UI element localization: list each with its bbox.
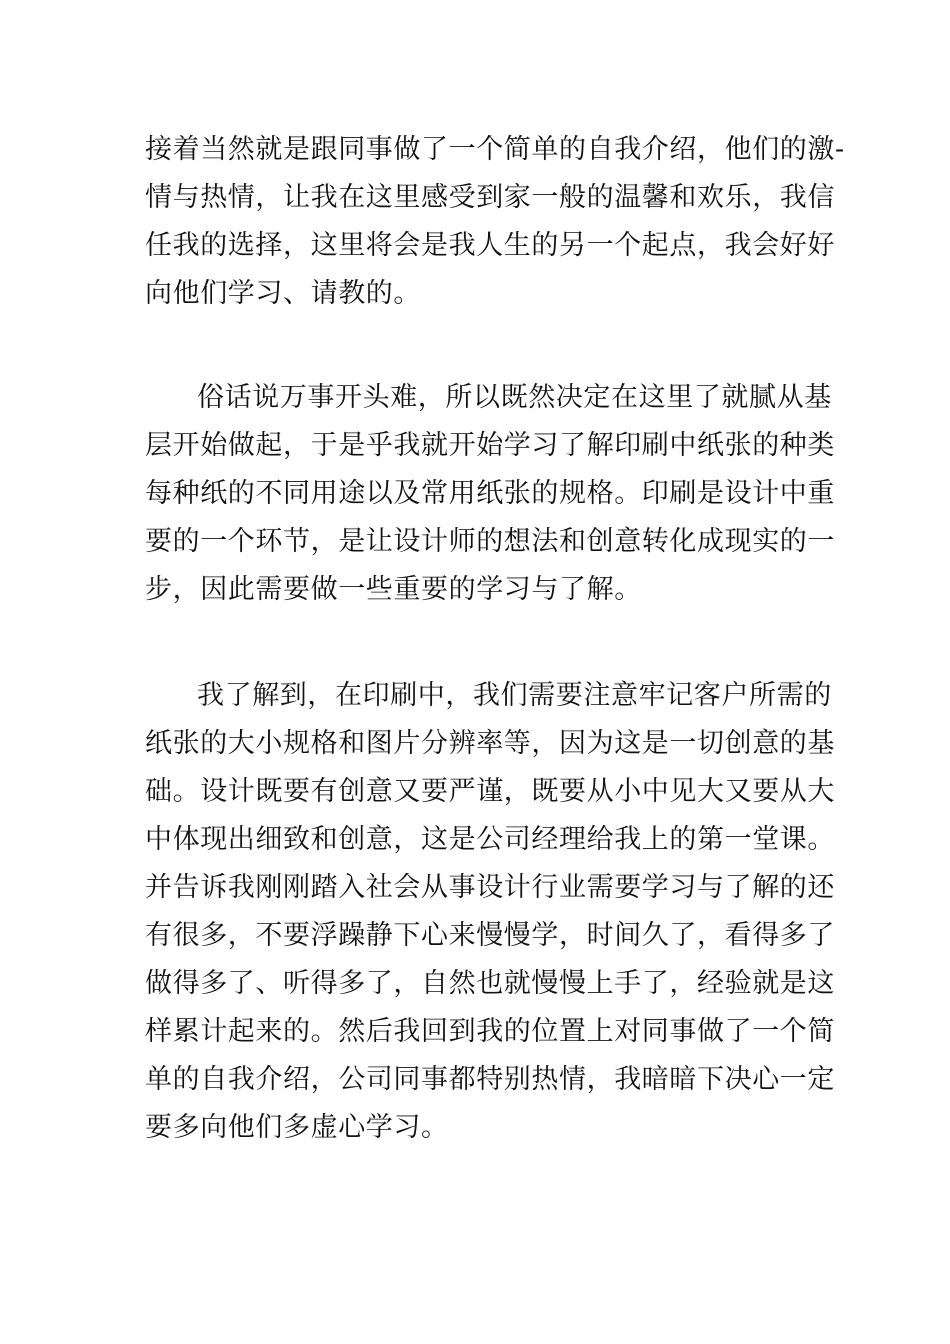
text-line: 向他们学习、请教的。	[145, 278, 421, 309]
text-line: 要多向他们多虚心学习。	[145, 1112, 449, 1143]
text-line: 做得多了、听得多了，自然也就慢慢上手了，经验就是这	[145, 968, 835, 999]
text-line: 础。设计既要有创意又要严谨，既要从小中见大又要从大	[145, 776, 835, 807]
text-line: 纸张的大小规格和图片分辨率等，因为这是一切创意的基	[145, 728, 835, 759]
text-line: 情与热情，让我在这里感受到家一般的温馨和欢乐，我信	[145, 182, 835, 213]
text-line: 单的自我介绍，公司同事都特别热情，我暗暗下决心一定	[145, 1064, 835, 1095]
text-line: 有很多，不要浮躁静下心来慢慢学，时间久了，看得多了	[145, 920, 835, 951]
text-line: 接着当然就是跟同事做了一个简单的自我介绍，他们的激-	[145, 134, 845, 165]
text-line: 中体现出细致和创意，这是公司经理给我上的第一堂课。	[145, 824, 835, 855]
text-line: 要的一个环节，是让设计师的想法和创意转化成现实的一	[145, 526, 835, 557]
text-line: 我了解到，在印刷中，我们需要注意牢记客户所需的	[197, 680, 832, 711]
text-line: 样累计起来的。然后我回到我的位置上对同事做了一个简	[145, 1016, 835, 1047]
text-line: 任我的选择，这里将会是我人生的另一个起点，我会好好	[145, 230, 835, 261]
text-line: 层开始做起，于是乎我就开始学习了解印刷中纸张的种类	[145, 430, 835, 461]
text-line: 步，因此需要做一些重要的学习与了解。	[145, 574, 642, 605]
text-line: 俗话说万事开头难，所以既然决定在这里了就腻从基	[197, 382, 832, 413]
text-line: 并告诉我刚刚踏入社会从事设计行业需要学习与了解的还	[145, 872, 835, 903]
text-line: 每种纸的不同用途以及常用纸张的规格。印刷是设计中重	[145, 478, 835, 509]
